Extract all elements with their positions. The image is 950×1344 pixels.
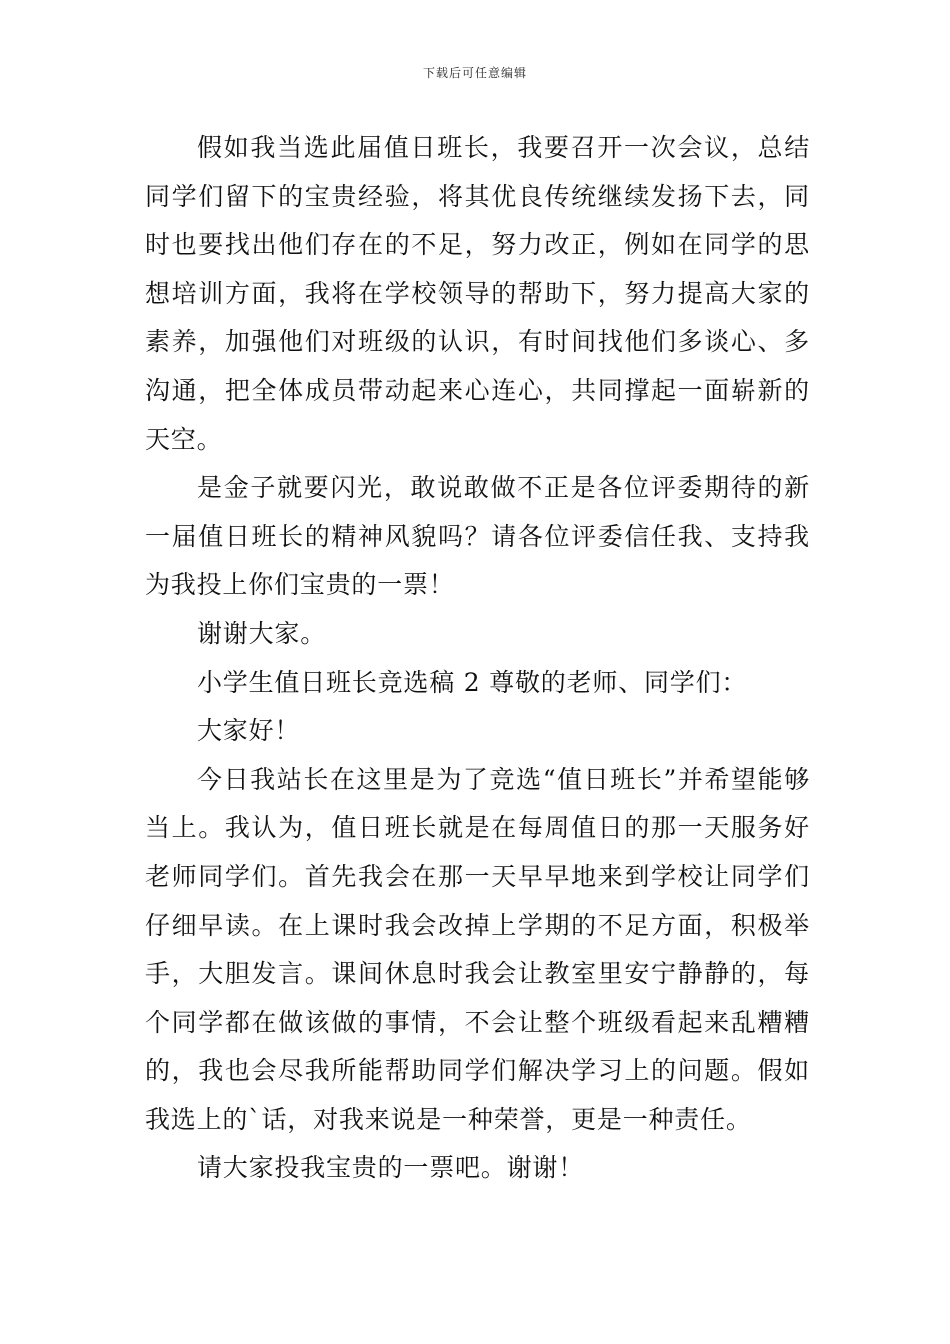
- header-note: 下载后可任意编辑: [422, 66, 527, 80]
- paragraph-election-plan: 假如我当选此届值日班长，我要召开一次会议，总结同学们留下的宝贵经验，将其优良传统继续发扬下去，同时也要找出他们存在的不足，努力改正，例如在同学的思想培训方面，我将在学校领导的帮助下，努力提高大家的素养，加强他们对班级的认识，有时间找他们多谈心、多沟通，把全体成员带动起来心连心，共同撑起一面崭新的天空。: [145, 133, 810, 454]
- paragraph-speech-body: 今日我站长在这里是为了竞选“值日班长”并希望能够当上。我认为，值日班长就是在每周值日的那一天服务好老师同学们。首先我会在那一天早早地来到学校让同学们仔细早读。在上课时我会改掉上学期的不足方面，积极举手，大胆发言。课间休息时我会让教室里安宁静静的，每个同学都在做该做的事情，不会让整个班级看起来乱糟糟的，我也会尽我所能帮助同学们解决学习上的问题。假如我选上的`话，对我来说是一种荣誉，更是一种责任。: [145, 764, 810, 1134]
- paragraph-thanks: 谢谢大家。: [197, 618, 327, 648]
- paragraph-closing: 请大家投我宝贵的一票吧。谢谢！: [197, 1153, 585, 1183]
- paragraph-greeting: 大家好！: [197, 716, 301, 746]
- paragraph-speech-2-title: 小学生值日班长竞选稿 2 尊敬的老师、同学们：: [197, 667, 748, 697]
- paragraph-appeal: 是金子就要闪光，敢说敢做不正是各位评委期待的新一届值日班长的精神风貌吗？请各位评委信任我、支持我为我投上你们宝贵的一票！: [145, 473, 810, 600]
- document-body: [145, 124, 810, 1193]
